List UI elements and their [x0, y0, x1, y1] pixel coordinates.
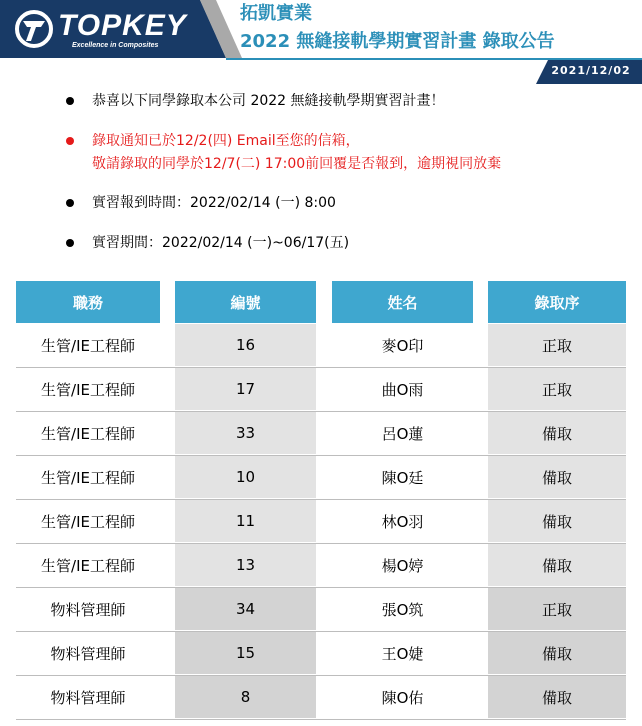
- table-cell-position: 生管/IE工程師: [41, 336, 135, 355]
- table-cell-number: 8: [175, 676, 316, 718]
- table-cell-name: 陳O佑: [381, 688, 424, 707]
- row-divider: [16, 719, 626, 720]
- header-position: 職務: [16, 281, 160, 323]
- table-cell-rank: 正取: [488, 368, 626, 410]
- table-cell-rank: 備取: [488, 456, 626, 498]
- header-name: 姓名: [332, 281, 473, 323]
- table-cell-number: 17: [175, 368, 316, 410]
- notice-text: 恭喜以下同學錄取本公司 2022 無縫接軌學期實習計畫！: [92, 93, 445, 109]
- table-cell-rank: 備取: [488, 632, 626, 674]
- notice-text-line1: 錄取通知已於12/2(四) Email至您的信箱，: [92, 133, 360, 149]
- table-cell-position: 生管/IE工程師: [41, 556, 135, 575]
- header-rank: 錄取序: [488, 281, 626, 323]
- table-cell-number: 34: [175, 588, 316, 630]
- table-cell-rank: 備取: [488, 412, 626, 454]
- table-cell-position: 生管/IE工程師: [41, 380, 135, 399]
- notice-text: 實習報到時間：2022/02/14 (一) 8:00: [92, 195, 336, 211]
- table-cell-number: 16: [175, 324, 316, 366]
- table-cell-rank: 備取: [488, 544, 626, 586]
- announcement-date: 2021/12/02: [551, 64, 631, 77]
- header-number: 編號: [175, 281, 316, 323]
- table-cell-rank: 備取: [488, 676, 626, 718]
- logo-tagline: Excellence in Composites: [72, 42, 159, 49]
- table-cell-position: 物料管理師: [50, 688, 126, 707]
- table-cell-number: 10: [175, 456, 316, 498]
- table-cell-rank: 備取: [488, 500, 626, 542]
- table-cell-name: 楊O婷: [381, 556, 424, 575]
- bullet-dot-icon: [66, 137, 74, 145]
- table-cell-position: 生管/IE工程師: [41, 468, 135, 487]
- topkey-logo-icon: [14, 9, 54, 49]
- table-cell-name: 曲O雨: [381, 380, 424, 399]
- table-cell-position: 物料管理師: [50, 644, 126, 663]
- table-cell-position: 生管/IE工程師: [41, 424, 135, 443]
- table-cell-name: 林O羽: [381, 512, 424, 531]
- table-cell-number: 33: [175, 412, 316, 454]
- table-cell-position: 物料管理師: [50, 600, 126, 619]
- table-cell-name: 陳O廷: [381, 468, 424, 487]
- bullet-dot-icon: [66, 239, 74, 247]
- notice-text-line2: 敬請錄取的同學於12/7(二) 17:00前回覆是否報到，逾期視同放棄: [92, 156, 502, 172]
- table-cell-number: 13: [175, 544, 316, 586]
- table-cell-position: 生管/IE工程師: [41, 512, 135, 531]
- table-cell-name: 王O婕: [381, 644, 424, 663]
- table-cell-name: 呂O蓮: [381, 424, 424, 443]
- table-cell-number: 15: [175, 632, 316, 674]
- page-title: 2022 無縫接軌學期實習計畫 錄取公告: [240, 31, 555, 52]
- table-cell-name: 麥O印: [381, 336, 424, 355]
- page-header: [0, 0, 642, 84]
- bullet-dot-icon: [66, 199, 74, 207]
- table-cell-rank: 正取: [488, 324, 626, 366]
- logo-name: TOPKEY: [58, 9, 187, 42]
- bullet-dot-icon: [66, 97, 74, 105]
- table-cell-name: 張O筑: [381, 600, 424, 619]
- company-name: 拓凱實業: [240, 3, 312, 24]
- table-cell-rank: 正取: [488, 588, 626, 630]
- table-cell-number: 11: [175, 500, 316, 542]
- topkey-logo: [14, 9, 214, 55]
- notice-text: 實習期間：2022/02/14 (一)~06/17(五): [92, 235, 350, 251]
